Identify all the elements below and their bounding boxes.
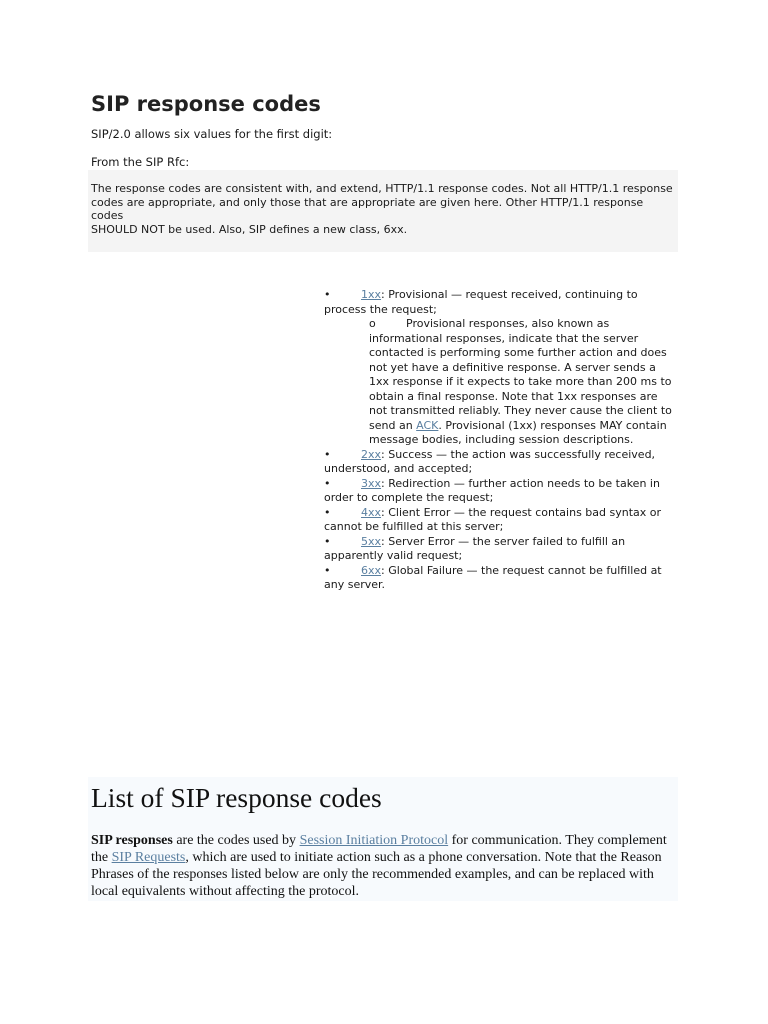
rfc-quote-block xyxy=(88,170,678,252)
item-text: : Global Failure — the request cannot be fulfilled at any server. xyxy=(324,563,662,591)
list-item-6xx xyxy=(324,564,679,593)
sip-responses-paragraph xyxy=(91,832,679,900)
sub-list-1xx xyxy=(324,317,679,448)
list-item-1xx xyxy=(324,288,679,448)
text-segment: , which are used to initiate action such as a phone conversation. Note that the Reason Phrases of the responses listed below are only the recommended examples, and can be replaced with local equivalents without affecting the protocol. xyxy=(91,850,662,899)
list-item-2xx xyxy=(324,448,679,477)
link-ack[interactable]: ACK xyxy=(416,418,439,432)
sub-bullet-icon: o xyxy=(369,317,376,330)
link-3xx[interactable]: 3xx xyxy=(361,476,382,490)
link-session-initiation-protocol[interactable]: Session Initiation Protocol xyxy=(299,833,449,848)
bullet-icon: • xyxy=(324,476,331,490)
intro-paragraph: SIP/2.0 allows six values for the first digit: xyxy=(91,127,333,141)
section-title-list-of-sip-response-codes: List of SIP response codes xyxy=(91,782,382,813)
sub-list-item xyxy=(369,317,679,448)
link-1xx[interactable]: 1xx xyxy=(361,288,382,301)
bullet-icon: • xyxy=(324,288,331,301)
text-segment: are the codes used by xyxy=(172,833,300,848)
section-title-sip-response-codes: SIP response codes xyxy=(91,92,321,116)
link-sip-requests[interactable]: SIP Requests xyxy=(111,850,186,865)
sub-item-text-b: . Provisional (1xx) responses MAY contain message bodies, including session descriptions. xyxy=(369,418,667,446)
list-item-4xx xyxy=(324,506,679,535)
sub-item-text-a: Provisional responses, also known as informational responses, indicate that the server contacted is performing some further action and does not yet have a definitive response. A server sends a 1xx response if it expects to take more than 200 ms to obtain a final response. Note that 1xx responses are not transmitted reliably. They never cause the client to send an xyxy=(369,317,672,432)
item-text: : Success — the action was successfully received, understood, and accepted; xyxy=(324,447,656,475)
rfc-quote-text: The response codes are consistent with, and extend, HTTP/1.1 response codes. Not all HTTP/1.1 response codes are appropriate, and only those that are appropriate are given here. Other HTTP/1.1 response codes SHOULD NOT be used. Also, SIP defines a new class, 6xx. xyxy=(91,182,673,236)
list-item-3xx xyxy=(324,477,679,506)
response-class-list xyxy=(324,288,679,593)
item-text: : Client Error — the request contains bad syntax or cannot be fulfilled at this server; xyxy=(324,505,662,533)
link-5xx[interactable]: 5xx xyxy=(361,534,382,548)
item-text: : Provisional — request received, continuing to process the request; xyxy=(324,288,638,316)
bold-lead: SIP responses xyxy=(91,833,173,848)
bullet-icon: • xyxy=(324,534,331,548)
bullet-icon: • xyxy=(324,505,331,519)
link-2xx[interactable]: 2xx xyxy=(361,447,382,461)
from-rfc-label: From the SIP Rfc: xyxy=(91,155,190,169)
link-6xx[interactable]: 6xx xyxy=(361,563,382,577)
text-segment: for communication. They complement the xyxy=(91,833,667,865)
link-4xx[interactable]: 4xx xyxy=(361,505,382,519)
item-text: : Redirection — further action needs to be taken in order to complete the request; xyxy=(324,476,660,504)
section-list-of-codes xyxy=(88,777,678,901)
list-item-5xx xyxy=(324,535,679,564)
bullet-icon: • xyxy=(324,447,331,461)
bullet-icon: • xyxy=(324,563,331,577)
item-text: : Server Error — the server failed to fulfill an apparently valid request; xyxy=(324,534,626,562)
